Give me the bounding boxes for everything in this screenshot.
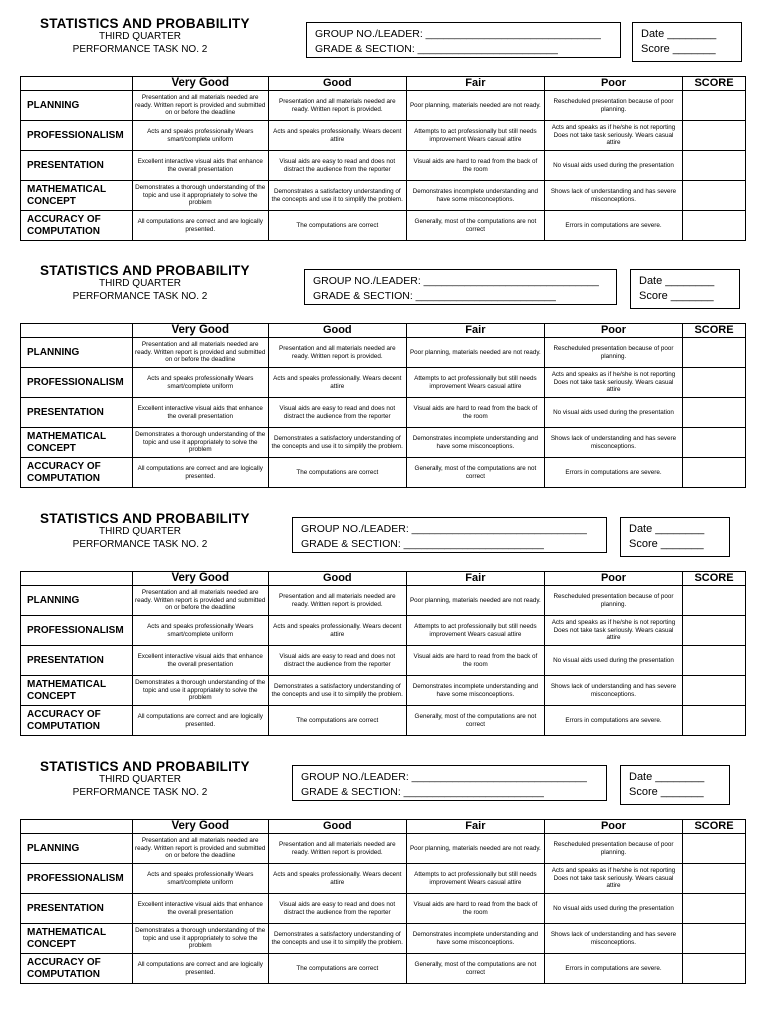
criterion-cell: PLANNING	[21, 834, 133, 864]
header-very-good: Very Good	[132, 77, 268, 91]
good-cell: The computations are correct	[268, 954, 406, 984]
good-cell: The computations are correct	[268, 706, 406, 736]
poor-cell: Errors in computations are severe.	[544, 706, 682, 736]
fair-cell: Poor planning, materials needed are not ready.	[406, 91, 544, 121]
table-row	[21, 646, 746, 676]
very-good-cell: Presentation and all materials needed are ready. Written report is provided and submitted on or before the deadline	[132, 338, 268, 368]
good-cell: Acts and speaks professionally. Wears decent attire	[268, 368, 406, 398]
very-good-cell: Demonstrates a thorough understanding of the topic and use it appropriately to solve the problem	[132, 428, 268, 458]
very-good-cell: Excellent interactive visual aids that enhance the overall presentation	[132, 151, 268, 181]
header-very-good: Very Good	[132, 324, 268, 338]
group-leader-field[interactable]: GROUP NO./LEADER: ______________________________	[301, 523, 587, 535]
very-good-cell: All computations are correct and are logically presented.	[132, 211, 268, 241]
score-cell[interactable]	[683, 894, 746, 924]
good-cell: The computations are correct	[268, 211, 406, 241]
fair-cell: Attempts to act professionally but still needs improvement Wears casual attire	[406, 864, 544, 894]
fair-cell: Generally, most of the computations are not correct	[406, 954, 544, 984]
date-score-box	[632, 22, 742, 62]
score-cell[interactable]	[683, 676, 746, 706]
header-fair: Fair	[406, 77, 544, 91]
good-cell: Presentation and all materials needed are ready. Written report is provided.	[268, 338, 406, 368]
criterion-cell: ACCURACY OF COMPUTATION	[21, 211, 133, 241]
criterion-cell: PRESENTATION	[21, 894, 133, 924]
table-header-row	[21, 572, 746, 586]
poor-cell: Shows lack of understanding and has severe misconceptions.	[544, 924, 682, 954]
quarter-label: THIRD QUARTER	[98, 31, 182, 42]
fair-cell: Poor planning, materials needed are not ready.	[406, 586, 544, 616]
good-cell: Presentation and all materials needed are ready. Written report is provided.	[268, 586, 406, 616]
score-cell[interactable]	[683, 706, 746, 736]
rubric-table	[20, 571, 746, 736]
score-cell[interactable]	[683, 398, 746, 428]
good-cell: Acts and speaks professionally. Wears decent attire	[268, 121, 406, 151]
group-info-box	[304, 269, 617, 305]
table-row	[21, 368, 746, 398]
header-poor: Poor	[544, 572, 682, 586]
header-poor: Poor	[544, 77, 682, 91]
score-cell[interactable]	[683, 458, 746, 488]
header-criteria	[21, 77, 133, 91]
page-title: STATISTICS AND PROBABILITY	[40, 263, 250, 278]
poor-cell: No visual aids used during the presentation	[544, 894, 682, 924]
good-cell: Visual aids are easy to read and does not distract the audience from the reporter	[268, 646, 406, 676]
fair-cell: Visual aids are hard to read from the back of the room	[406, 398, 544, 428]
criterion-cell: MATHEMATICAL CONCEPT	[21, 181, 133, 211]
header-good: Good	[268, 572, 406, 586]
score-cell[interactable]	[683, 646, 746, 676]
header-poor: Poor	[544, 820, 682, 834]
rubric-table	[20, 323, 746, 488]
good-cell: Demonstrates a satisfactory understanding of the concepts and use it to simplify the problem.	[268, 924, 406, 954]
criterion-cell: MATHEMATICAL CONCEPT	[21, 676, 133, 706]
good-cell: Presentation and all materials needed are ready. Written report is provided.	[268, 834, 406, 864]
score-cell[interactable]	[683, 181, 746, 211]
fair-cell: Demonstrates incomplete understanding and have some misconceptions.	[406, 428, 544, 458]
good-cell: Acts and speaks professionally. Wears decent attire	[268, 864, 406, 894]
fair-cell: Poor planning, materials needed are not ready.	[406, 834, 544, 864]
criterion-cell: PLANNING	[21, 586, 133, 616]
table-row	[21, 676, 746, 706]
header-poor: Poor	[544, 324, 682, 338]
group-leader-field[interactable]: GROUP NO./LEADER: ______________________________	[313, 275, 599, 287]
date-score-box	[630, 269, 740, 309]
poor-cell: Rescheduled presentation because of poor planning.	[544, 834, 682, 864]
date-field[interactable]: Date ________	[641, 28, 717, 40]
very-good-cell: Excellent interactive visual aids that enhance the overall presentation	[132, 646, 268, 676]
section-heading	[40, 16, 250, 56]
good-cell: Presentation and all materials needed are ready. Written report is provided.	[268, 91, 406, 121]
fair-cell: Attempts to act professionally but still needs improvement Wears casual attire	[406, 368, 544, 398]
poor-cell: No visual aids used during the presentation	[544, 151, 682, 181]
score-cell[interactable]	[683, 586, 746, 616]
table-row	[21, 616, 746, 646]
score-field[interactable]: Score _______	[641, 43, 716, 55]
good-cell: The computations are correct	[268, 458, 406, 488]
header-fair: Fair	[406, 324, 544, 338]
poor-cell: Rescheduled presentation because of poor planning.	[544, 91, 682, 121]
table-row	[21, 151, 746, 181]
score-field[interactable]: Score _______	[629, 538, 704, 550]
fair-cell: Visual aids are hard to read from the back of the room	[406, 151, 544, 181]
criterion-cell: PROFESSIONALISM	[21, 864, 133, 894]
group-leader-field[interactable]: GROUP NO./LEADER: ______________________________	[301, 771, 587, 783]
poor-cell: Errors in computations are severe.	[544, 954, 682, 984]
header-score: SCORE	[683, 572, 746, 586]
criterion-cell: PRESENTATION	[21, 151, 133, 181]
fair-cell: Attempts to act professionally but still needs improvement Wears casual attire	[406, 616, 544, 646]
table-header-row	[21, 324, 746, 338]
very-good-cell: Acts and speaks professionally Wears smart/complete uniform	[132, 616, 268, 646]
grade-section-field[interactable]: GRADE & SECTION: ________________________	[313, 290, 556, 302]
very-good-cell: Excellent interactive visual aids that enhance the overall presentation	[132, 398, 268, 428]
table-row	[21, 458, 746, 488]
fair-cell: Generally, most of the computations are not correct	[406, 211, 544, 241]
very-good-cell: Acts and speaks professionally Wears smart/complete uniform	[132, 368, 268, 398]
score-cell[interactable]	[683, 151, 746, 181]
poor-cell: Acts and speaks as if he/she is not reporting Does not take task seriously. Wears casual attire	[544, 616, 682, 646]
header-good: Good	[268, 324, 406, 338]
section-heading	[40, 511, 250, 551]
header-good: Good	[268, 820, 406, 834]
date-score-box	[620, 765, 730, 805]
fair-cell: Visual aids are hard to read from the back of the room	[406, 894, 544, 924]
fair-cell: Demonstrates incomplete understanding and have some misconceptions.	[406, 181, 544, 211]
poor-cell: Shows lack of understanding and has severe misconceptions.	[544, 181, 682, 211]
header-score: SCORE	[683, 820, 746, 834]
criterion-cell: ACCURACY OF COMPUTATION	[21, 954, 133, 984]
criterion-cell: MATHEMATICAL CONCEPT	[21, 924, 133, 954]
header-criteria	[21, 324, 133, 338]
very-good-cell: Presentation and all materials needed are ready. Written report is provided and submitted on or before the deadline	[132, 586, 268, 616]
score-cell[interactable]	[683, 368, 746, 398]
good-cell: Demonstrates a satisfactory understanding of the concepts and use it to simplify the problem.	[268, 428, 406, 458]
table-row	[21, 954, 746, 984]
score-cell[interactable]	[683, 616, 746, 646]
task-label: PERFORMANCE TASK NO. 2	[72, 786, 208, 798]
date-score-box	[620, 517, 730, 557]
good-cell: Demonstrates a satisfactory understanding of the concepts and use it to simplify the problem.	[268, 676, 406, 706]
quarter-label: THIRD QUARTER	[98, 278, 182, 289]
table-row	[21, 91, 746, 121]
table-row	[21, 924, 746, 954]
date-field[interactable]: Date ________	[629, 523, 705, 535]
header-fair: Fair	[406, 572, 544, 586]
table-row	[21, 181, 746, 211]
poor-cell: No visual aids used during the presentation	[544, 398, 682, 428]
group-leader-field[interactable]: GROUP NO./LEADER: ______________________________	[315, 28, 601, 40]
criterion-cell: ACCURACY OF COMPUTATION	[21, 458, 133, 488]
header-good: Good	[268, 77, 406, 91]
header-score: SCORE	[683, 324, 746, 338]
criterion-cell: MATHEMATICAL CONCEPT	[21, 428, 133, 458]
header-very-good: Very Good	[132, 572, 268, 586]
criterion-cell: PLANNING	[21, 91, 133, 121]
good-cell: Visual aids are easy to read and does not distract the audience from the reporter	[268, 398, 406, 428]
score-cell[interactable]	[683, 211, 746, 241]
score-cell[interactable]	[683, 91, 746, 121]
table-row	[21, 706, 746, 736]
grade-section-field[interactable]: GRADE & SECTION: ________________________	[301, 538, 544, 550]
task-label: PERFORMANCE TASK NO. 2	[72, 43, 208, 55]
very-good-cell: Acts and speaks professionally Wears smart/complete uniform	[132, 121, 268, 151]
very-good-cell: Presentation and all materials needed are ready. Written report is provided and submitted on or before the deadline	[132, 91, 268, 121]
score-field[interactable]: Score _______	[639, 290, 714, 302]
table-header-row	[21, 77, 746, 91]
date-field[interactable]: Date ________	[629, 771, 705, 783]
task-label: PERFORMANCE TASK NO. 2	[72, 538, 208, 550]
fair-cell: Demonstrates incomplete understanding and have some misconceptions.	[406, 676, 544, 706]
score-cell[interactable]	[683, 954, 746, 984]
very-good-cell: Acts and speaks professionally Wears smart/complete uniform	[132, 864, 268, 894]
poor-cell: Errors in computations are severe.	[544, 211, 682, 241]
very-good-cell: Demonstrates a thorough understanding of the topic and use it appropriately to solve the problem	[132, 181, 268, 211]
page-title: STATISTICS AND PROBABILITY	[40, 16, 250, 31]
rubric-table	[20, 819, 746, 984]
score-cell[interactable]	[683, 864, 746, 894]
criterion-cell: PRESENTATION	[21, 398, 133, 428]
table-row	[21, 338, 746, 368]
header-criteria	[21, 820, 133, 834]
score-cell[interactable]	[683, 121, 746, 151]
good-cell: Acts and speaks professionally. Wears decent attire	[268, 616, 406, 646]
poor-cell: No visual aids used during the presentation	[544, 646, 682, 676]
header-fair: Fair	[406, 820, 544, 834]
grade-section-field[interactable]: GRADE & SECTION: ________________________	[301, 786, 544, 798]
group-info-box	[292, 765, 607, 801]
score-cell[interactable]	[683, 338, 746, 368]
table-row	[21, 211, 746, 241]
good-cell: Demonstrates a satisfactory understanding of the concepts and use it to simplify the problem.	[268, 181, 406, 211]
very-good-cell: All computations are correct and are logically presented.	[132, 954, 268, 984]
poor-cell: Acts and speaks as if he/she is not reporting Does not take task seriously. Wears casual attire	[544, 368, 682, 398]
table-row	[21, 428, 746, 458]
date-field[interactable]: Date ________	[639, 275, 715, 287]
page-title: STATISTICS AND PROBABILITY	[40, 759, 250, 774]
rubric-table	[20, 76, 746, 241]
table-row	[21, 121, 746, 151]
good-cell: Visual aids are easy to read and does not distract the audience from the reporter	[268, 151, 406, 181]
header-criteria	[21, 572, 133, 586]
fair-cell: Poor planning, materials needed are not ready.	[406, 338, 544, 368]
section-heading	[40, 263, 250, 303]
header-very-good: Very Good	[132, 820, 268, 834]
score-field[interactable]: Score _______	[629, 786, 704, 798]
very-good-cell: Demonstrates a thorough understanding of the topic and use it appropriately to solve the problem	[132, 676, 268, 706]
fair-cell: Generally, most of the computations are not correct	[406, 706, 544, 736]
task-label: PERFORMANCE TASK NO. 2	[72, 290, 208, 302]
fair-cell: Generally, most of the computations are not correct	[406, 458, 544, 488]
very-good-cell: All computations are correct and are logically presented.	[132, 706, 268, 736]
quarter-label: THIRD QUARTER	[98, 526, 182, 537]
poor-cell: Acts and speaks as if he/she is not reporting Does not take task seriously. Wears casual attire	[544, 864, 682, 894]
poor-cell: Rescheduled presentation because of poor planning.	[544, 338, 682, 368]
table-row	[21, 834, 746, 864]
poor-cell: Rescheduled presentation because of poor planning.	[544, 586, 682, 616]
criterion-cell: PLANNING	[21, 338, 133, 368]
table-row	[21, 586, 746, 616]
very-good-cell: Excellent interactive visual aids that enhance the overall presentation	[132, 894, 268, 924]
grade-section-field[interactable]: GRADE & SECTION: ________________________	[315, 43, 558, 55]
group-info-box	[306, 22, 621, 58]
good-cell: Visual aids are easy to read and does not distract the audience from the reporter	[268, 894, 406, 924]
table-row	[21, 864, 746, 894]
score-cell[interactable]	[683, 428, 746, 458]
score-cell[interactable]	[683, 924, 746, 954]
criterion-cell: PROFESSIONALISM	[21, 368, 133, 398]
table-header-row	[21, 820, 746, 834]
header-score: SCORE	[683, 77, 746, 91]
fair-cell: Attempts to act professionally but still needs improvement Wears casual attire	[406, 121, 544, 151]
quarter-label: THIRD QUARTER	[98, 774, 182, 785]
fair-cell: Visual aids are hard to read from the back of the room	[406, 646, 544, 676]
criterion-cell: PROFESSIONALISM	[21, 616, 133, 646]
poor-cell: Shows lack of understanding and has severe misconceptions.	[544, 428, 682, 458]
poor-cell: Acts and speaks as if he/she is not reporting Does not take task seriously. Wears casual attire	[544, 121, 682, 151]
score-cell[interactable]	[683, 834, 746, 864]
very-good-cell: Demonstrates a thorough understanding of the topic and use it appropriately to solve the problem	[132, 924, 268, 954]
criterion-cell: PROFESSIONALISM	[21, 121, 133, 151]
poor-cell: Errors in computations are severe.	[544, 458, 682, 488]
very-good-cell: All computations are correct and are logically presented.	[132, 458, 268, 488]
criterion-cell: PRESENTATION	[21, 646, 133, 676]
group-info-box	[292, 517, 607, 553]
criterion-cell: ACCURACY OF COMPUTATION	[21, 706, 133, 736]
table-row	[21, 894, 746, 924]
fair-cell: Demonstrates incomplete understanding and have some misconceptions.	[406, 924, 544, 954]
very-good-cell: Presentation and all materials needed are ready. Written report is provided and submitted on or before the deadline	[132, 834, 268, 864]
table-row	[21, 398, 746, 428]
page-title: STATISTICS AND PROBABILITY	[40, 511, 250, 526]
poor-cell: Shows lack of understanding and has severe misconceptions.	[544, 676, 682, 706]
section-heading	[40, 759, 250, 799]
